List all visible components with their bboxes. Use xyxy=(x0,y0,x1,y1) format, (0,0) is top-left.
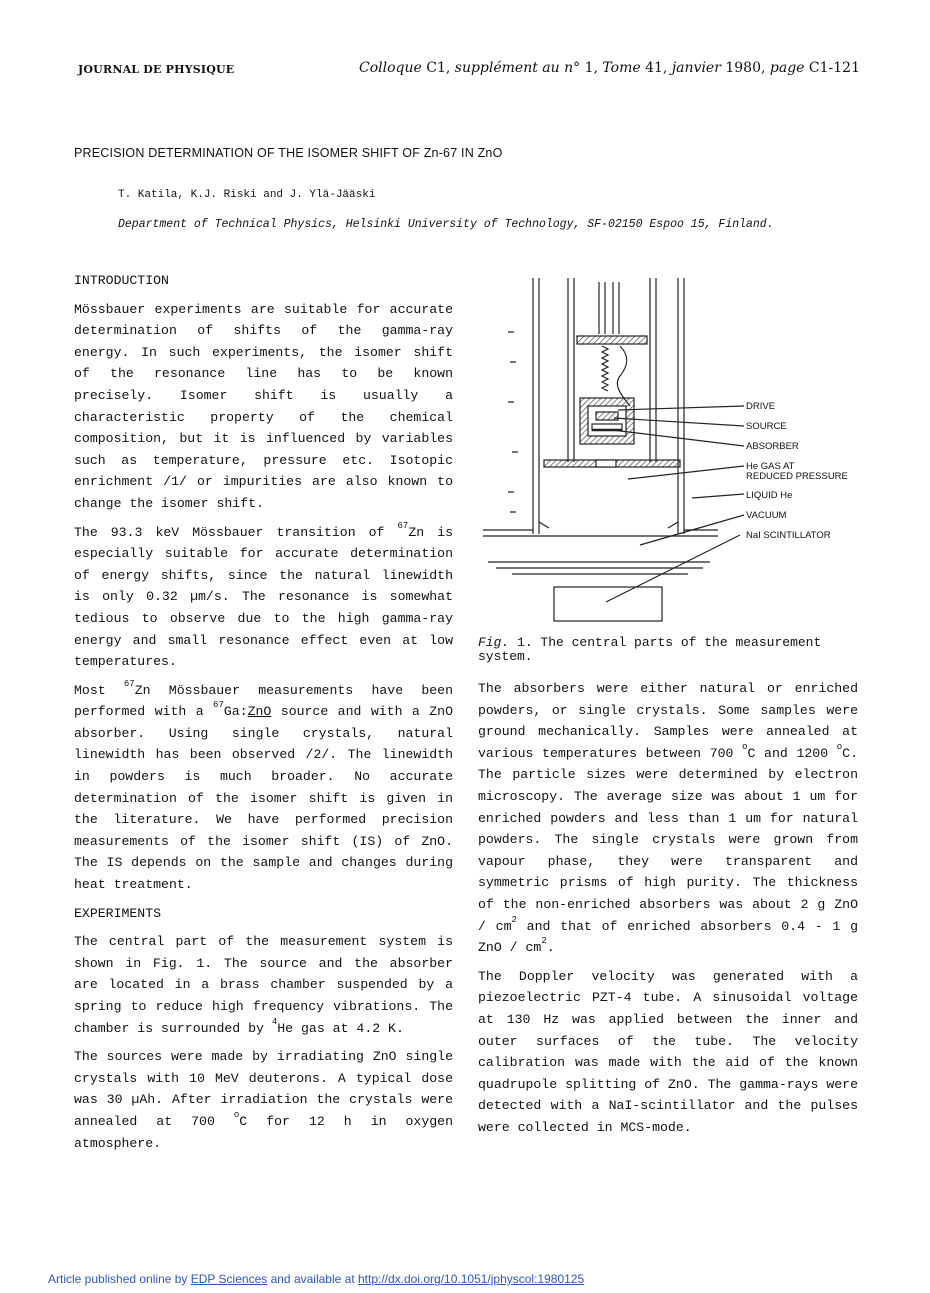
supplement-word: supplément au n° xyxy=(454,60,581,76)
paragraph-3: Most $^{67}$Zn Mössbauer measurements have been performed with a $^{67}$Ga:ZnO source and with a ZnO absorber. Using single crystals, natural linewidth has been observed /2/. The linewidth in powders is much broader. No accurate determination of the isomer shift is given in the literature. We have performed precision measurements of the isomer shift (IS) of ZnO. The IS depends on the sample and changes during heat treatment. xyxy=(74,678,454,893)
measurement-system-figure xyxy=(478,272,868,632)
outer-tube-right xyxy=(678,278,684,534)
paragraph-2: The 93.3 keV Mössbauer transition of $^{67}$Zn is especially suitable for accurate determination of energy shifts, since the natural linewidth is only 0.32 µm/s. The resonance is somewhat tedious to observe due to the high gamma-ray energy and small resonance effect even at low temperatures. xyxy=(74,520,453,670)
year: 1980, xyxy=(725,60,766,76)
label-drive: DRIVE xyxy=(746,401,776,412)
source-block xyxy=(596,412,618,420)
issue-citation xyxy=(359,60,860,76)
figure-caption xyxy=(478,636,863,664)
label-source: SOURCE xyxy=(746,421,787,432)
left-column xyxy=(74,270,453,1161)
label-nai-scintillator: NaI SCINTILLATOR xyxy=(746,530,831,541)
issue-number: 1, xyxy=(584,60,598,76)
edp-sciences-link[interactable]: EDP Sciences xyxy=(190,1272,268,1286)
paper-authors: T. Katila, K.J. Riski and J. Ylä-Jääski xyxy=(118,189,376,201)
experiments-heading: EXPERIMENTS xyxy=(74,905,162,921)
paragraph-4: The central part of the measurement system is shown in Fig. 1. The source and the absorber are located in a brass chamber suspended by a spring to reduce high frequency vibrations. The chamber is surrounded by $^4$He gas at 4.2 K. xyxy=(74,934,453,1036)
colloque-word: Colloque xyxy=(358,60,422,76)
window xyxy=(488,562,710,574)
volume-number: 41, xyxy=(645,60,668,76)
month: janvier xyxy=(671,60,721,76)
footer-prefix: Article published online by xyxy=(48,1272,191,1286)
page-word: page xyxy=(769,60,805,76)
label-liquid-he: LIQUID He xyxy=(746,490,793,501)
doi-link[interactable]: http://dx.doi.org/10.1051/jphyscol:1980125 xyxy=(357,1272,585,1286)
paragraph-7: The Doppler velocity was generated with a piezoelectric PZT-4 tube. A sinusoidal voltage at 130 Hz was applied between the inner and outer surfaces of the tube. The velocity calibration was made with the aid of the known quadrupole splitting of ZnO. The gamma-rays were detected with a NaI-scintillator and the pulses were collected in MCS-mode. xyxy=(478,968,858,1135)
paragraph-6: The absorbers were either natural or enriched powders, or single crystals. Some samples were ground mechanically. Samples were annealed at various temperatures between 700 $^o$C and 1200 $^o$C. The particle sizes were determined by electron microscopy. The average size was about 1 um for enriched powders and less than 1 um for natural powders. The single crystals were grown from vapour phase, they were transparent and symmetric prisms of high purity. The thickness of the non-enriched absorbers was about 2 g ZnO / $cm^2$ and that of enriched absorbers 0.4 - 1 g ZnO / $cm^2$. xyxy=(478,681,859,956)
right-column xyxy=(478,678,858,1145)
label-reduced-pressure: REDUCED PRESSURE xyxy=(746,471,848,482)
inner-tube-left xyxy=(568,278,574,462)
label-he-gas: He GAS AT xyxy=(746,461,795,472)
paper-affiliation: Department of Technical Physics, Helsinki University of Technology, SF-02150 Espoo 15, Finland. xyxy=(118,218,774,231)
introduction-heading: INTRODUCTION xyxy=(74,273,169,288)
page-number: C1-121 xyxy=(808,60,860,76)
top-plate xyxy=(577,336,647,344)
outer-tube-left xyxy=(533,278,539,534)
nai-scintillator xyxy=(554,587,662,621)
label-absorber: ABSORBER xyxy=(746,441,799,452)
spring xyxy=(602,346,608,391)
paper-title: PRECISION DETERMINATION OF THE ISOMER SHIFT OF Zn-67 IN ZnO xyxy=(74,146,503,160)
publication-footer xyxy=(48,1272,584,1286)
caption-label: Fig. xyxy=(478,635,510,650)
label-vacuum: VACUUM xyxy=(746,510,787,521)
colloque-number: C1, xyxy=(426,60,451,76)
tome-word: Tome xyxy=(602,60,641,76)
journal-name: JOURNAL DE PHYSIQUE xyxy=(78,63,235,76)
footer-middle: and available at xyxy=(267,1272,358,1286)
paragraph-1: Mössbauer experiments are suitable for accurate determination of shifts of the gamma-ray energy. In such experiments, the isomer shift of the resonance line has to be known precisely. Isomer shift is usually a characteristic property of the chemical composition, but it is influenced by variables such as temperature, pressure etc. Isotopic enrichment /1/ or impurities are also known to change the isomer shift. xyxy=(74,301,453,511)
caption-text: 1. The central parts of the measurement system. xyxy=(478,635,822,664)
paragraph-5: The sources were made by irradiating ZnO single crystals with 10 MeV deuterons. A typical dose was 30 µAh. After irradiation the crystals were annealed at 700 $^o$C for 12 h in oxygen atmosphere. xyxy=(74,1049,454,1151)
